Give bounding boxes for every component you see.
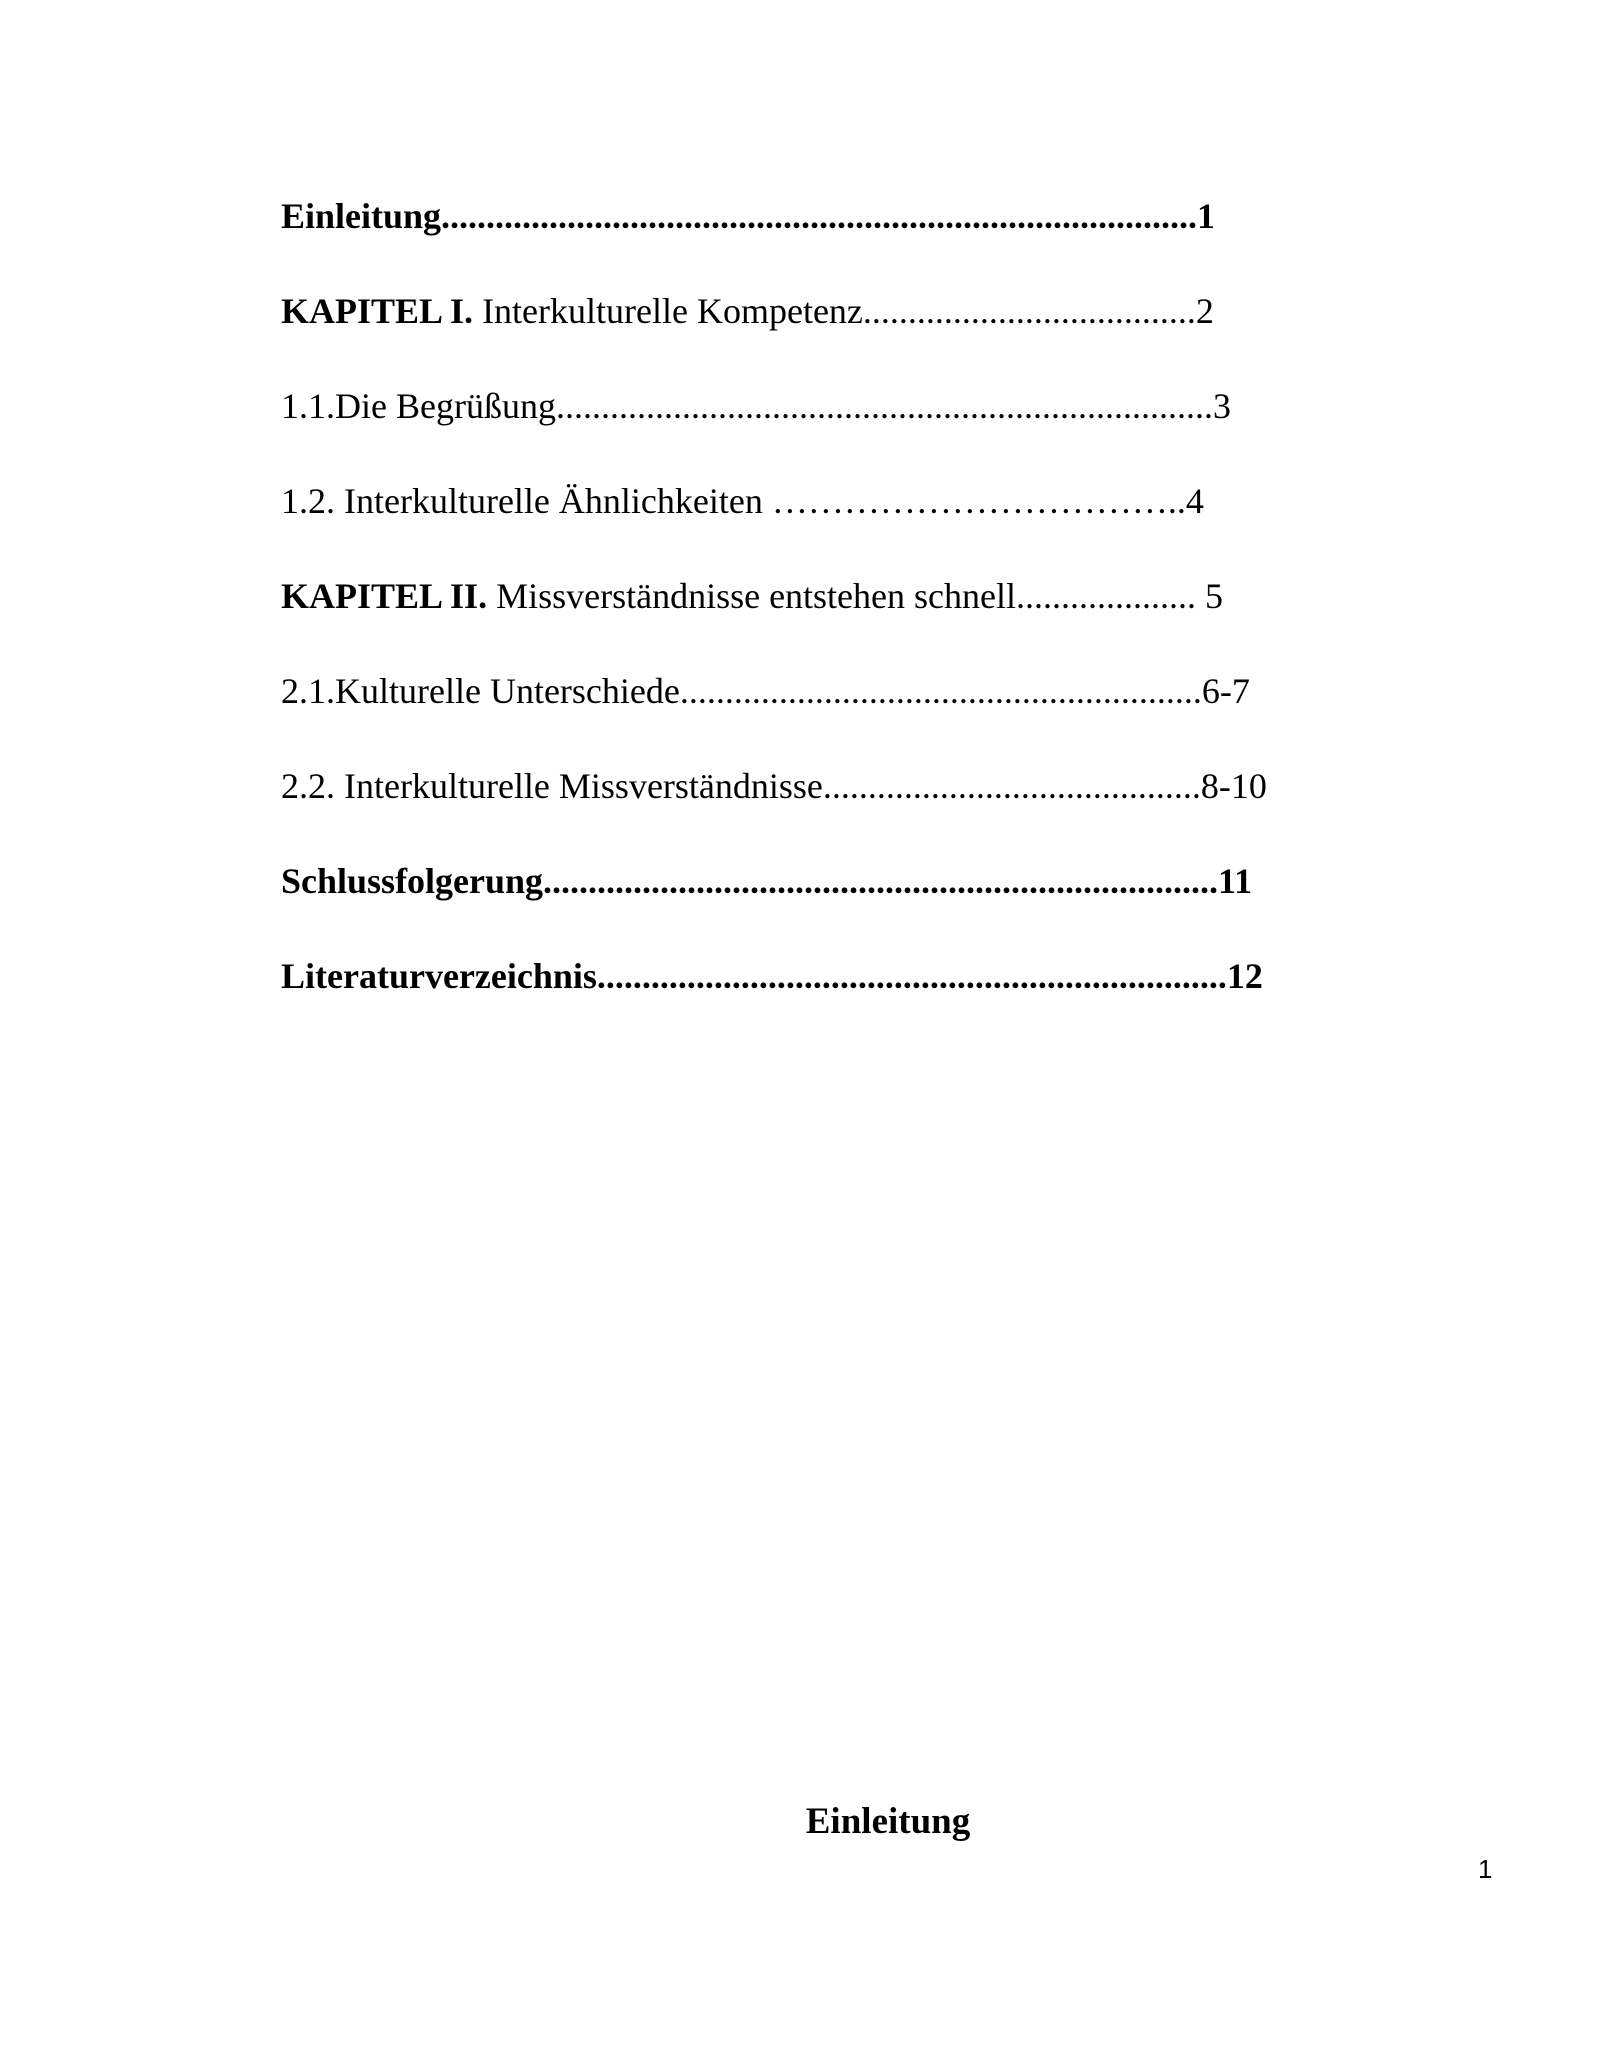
toc-entry-schlussfolgerung xyxy=(281,855,1381,950)
toc-entry-kapitel-2 xyxy=(281,570,1381,665)
toc-entry-1-2 xyxy=(281,475,1381,570)
toc-entry-literaturverzeichnis xyxy=(281,950,1381,1045)
page-number: 1 xyxy=(1478,1854,1493,1884)
toc-entry-einleitung xyxy=(281,190,1381,285)
toc-entry-kapitel-1 xyxy=(281,285,1381,380)
toc-entry-text: Interkulturelle Kompetenz.....................................2 xyxy=(473,291,1214,331)
toc-entry-title: Literaturverzeichnis......................................................................12 xyxy=(281,956,1263,996)
toc-entry-1-1 xyxy=(281,380,1381,475)
toc-entry-text: 1.1.Die Begrüßung.........................................................................3 xyxy=(281,386,1231,426)
toc-entry-text: Missverständnisse entstehen schnell.................... 5 xyxy=(487,576,1223,616)
section-heading: Einleitung xyxy=(805,1801,971,1842)
toc-entry-title: Einleitung....................................................................................1 xyxy=(281,196,1216,236)
toc-entry-2-1 xyxy=(281,665,1381,760)
toc-entry-2-2 xyxy=(281,760,1381,855)
toc-entry-title: KAPITEL II. xyxy=(281,576,488,616)
toc-entry-text: 2.2. Interkulturelle Missverständnisse..........................................8-10 xyxy=(281,766,1267,806)
toc-entry-text: 1.2. Interkulturelle Ähnlichkeiten ……………………………..4 xyxy=(281,481,1204,521)
toc-entry-title: KAPITEL I. xyxy=(281,291,474,331)
table-of-contents xyxy=(281,190,1381,1045)
toc-entry-title: Schlussfolgerung...........................................................................11 xyxy=(281,861,1253,901)
toc-entry-text: 2.1.Kulturelle Unterschiede..........................................................6-7 xyxy=(281,671,1250,711)
